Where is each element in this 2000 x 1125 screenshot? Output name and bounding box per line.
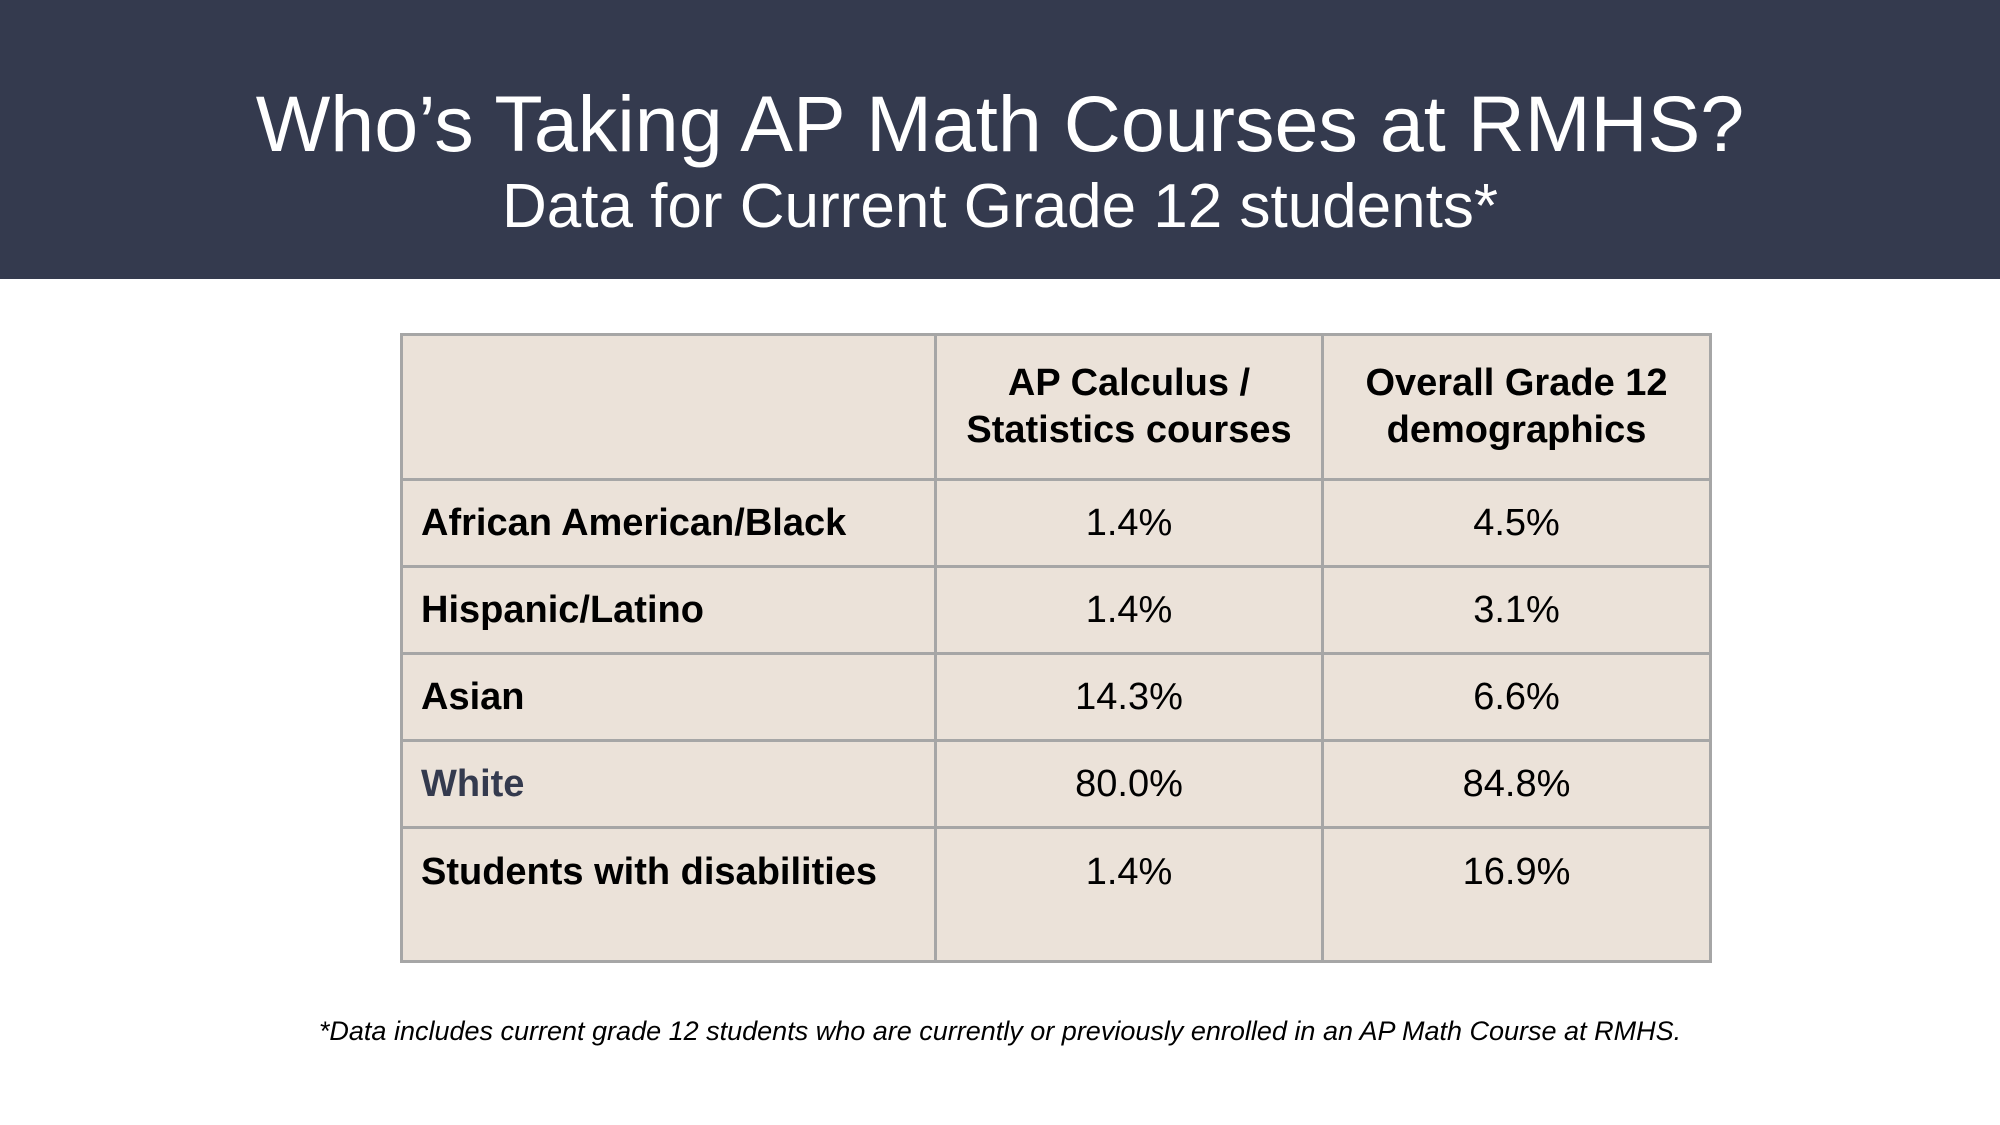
- ap-value-cell: 1.4%: [936, 480, 1323, 567]
- table-row: [402, 567, 1711, 654]
- row-label: African American/Black: [402, 480, 936, 567]
- page-subtitle: Data for Current Grade 12 students*: [502, 172, 1498, 241]
- table-header-row: [402, 335, 1711, 480]
- row-label: Students with disabilities: [402, 828, 936, 962]
- demographics-table: [400, 333, 1712, 963]
- table-row: [402, 741, 1711, 828]
- column-header-ap-courses: AP Calculus / Statistics courses: [936, 335, 1323, 480]
- overall-value-cell: 3.1%: [1323, 567, 1711, 654]
- ap-value-cell: 1.4%: [936, 828, 1323, 962]
- column-header-overall-demographics: Overall Grade 12 demographics: [1323, 335, 1711, 480]
- table-row: [402, 654, 1711, 741]
- footnote: *Data includes current grade 12 students who are currently or previously enrolled in an AP Math Course at RMHS.: [318, 1016, 1682, 1046]
- overall-value-cell: 16.9%: [1323, 828, 1711, 962]
- row-label: Hispanic/Latino: [402, 567, 936, 654]
- table-row: [402, 828, 1711, 962]
- header-banner: [0, 0, 2000, 279]
- ap-value-cell: 80.0%: [936, 741, 1323, 828]
- column-header-empty: [402, 335, 936, 480]
- ap-value-cell: 1.4%: [936, 567, 1323, 654]
- overall-value-cell: 4.5%: [1323, 480, 1711, 567]
- overall-value-cell: 84.8%: [1323, 741, 1711, 828]
- ap-value-cell: 14.3%: [936, 654, 1323, 741]
- table-row: [402, 480, 1711, 567]
- page-title: Who’s Taking AP Math Courses at RMHS?: [255, 79, 1745, 168]
- overall-value-cell: 6.6%: [1323, 654, 1711, 741]
- row-label: Asian: [402, 654, 936, 741]
- row-label: White: [402, 741, 936, 828]
